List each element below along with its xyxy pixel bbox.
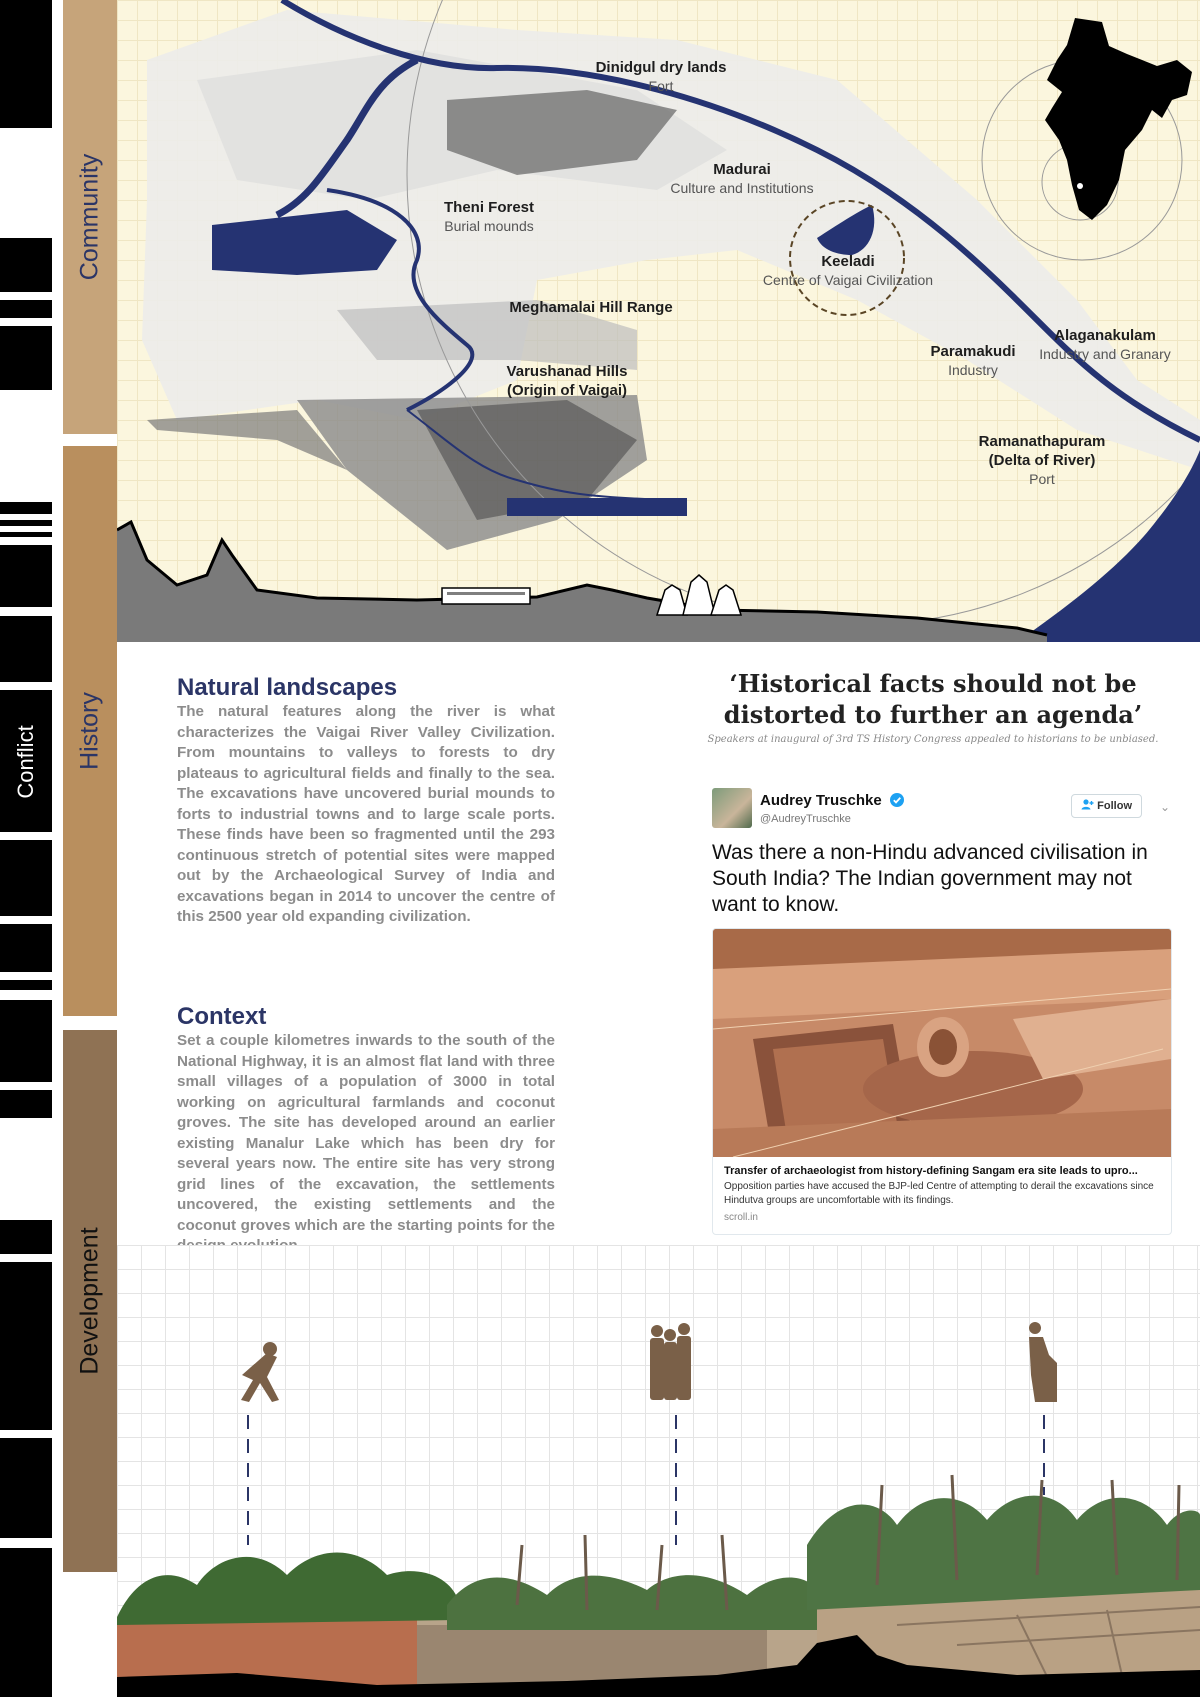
chevron-down-icon[interactable]: ⌄ xyxy=(1159,800,1170,814)
tweet-embed xyxy=(712,786,1170,1236)
tweet-author-handle[interactable]: @AudreyTruschke xyxy=(760,813,851,825)
vaigai-river-map xyxy=(117,0,1200,642)
tweet-author xyxy=(760,790,904,825)
tab-history[interactable] xyxy=(63,446,117,1016)
strip-label-conflict: Conflict xyxy=(13,725,38,799)
tab-development-label: Development xyxy=(75,1227,104,1375)
excavation-photo xyxy=(713,929,1171,1157)
avatar[interactable] xyxy=(712,788,752,828)
natural-landscapes-title: Natural landscapes xyxy=(177,674,398,701)
place-meghamalai: Meghamalai Hill Range xyxy=(509,299,673,316)
place-ramanathapuram: Ramanathapuram (Delta of River) Port xyxy=(978,433,1106,487)
card-domain: scroll.in xyxy=(724,1212,758,1223)
worker-figure xyxy=(1029,1322,1057,1402)
place-theni-forest: Theni Forest Burial mounds xyxy=(443,199,535,234)
card-title: Transfer of archaeologist from history-defining Sangam era site leads to upro... xyxy=(724,1165,1138,1177)
follow-button[interactable] xyxy=(1071,794,1142,818)
natural-landscapes-text: The natural features along the river is what characterizes the Vaigai River Valley Civilization. From mountains to valleys to forests to dry plateaus to agricultural fields and finally to the sea. The excavations have uncovered burial mounds to forts to industrial towns and to large scale ports. These finds have been so fragmented until the 293 continuous stretch of potential sites were mapped out by the Archaeological Survey of India and excavations began in 2014 to uncover the centre of this 2500 year old expanding civilization. xyxy=(177,703,555,925)
group-figure xyxy=(650,1323,691,1400)
tab-community[interactable] xyxy=(63,0,117,434)
place-alaganakulam: Alaganakulam Industry and Granary xyxy=(1039,327,1171,362)
context-title: Context xyxy=(177,1003,267,1030)
side-barcode-strip xyxy=(0,0,52,1697)
card-description: Opposition parties have accused the BJP-led Centre of attempting to derail the excavations since Hindutva groups are uncomfortable with its findings. xyxy=(724,1181,1154,1206)
follow-label: Follow xyxy=(1097,800,1132,812)
tab-history-label: History xyxy=(75,692,104,770)
site-panorama-section xyxy=(117,1245,1200,1697)
place-dindigul: Dinidgul dry lands Fort xyxy=(595,59,727,94)
quote-subline: Speakers at inaugural of 3rd TS History Congress appealed to historians to be unbiased. xyxy=(707,734,1159,745)
map-illustration xyxy=(117,0,1200,642)
farmer-figure xyxy=(241,1342,279,1402)
link-card[interactable] xyxy=(712,928,1172,1235)
natural-landscapes-section xyxy=(177,674,555,928)
place-madurai: Madurai Culture and Institutions xyxy=(670,161,814,196)
verified-badge-icon xyxy=(890,792,904,811)
context-section xyxy=(177,1003,555,1257)
add-user-icon xyxy=(1081,799,1094,813)
place-varushanad: Varushanad Hills (Origin of Vaigai) xyxy=(506,363,628,399)
tweet-text: Was there a non-Hindu advanced civilisation in South India? The Indian government may not want to know. xyxy=(712,841,1148,916)
quote-headline: ‘Historical facts should not be distorted to further an agenda’ xyxy=(723,669,1143,729)
site-panorama xyxy=(117,1245,1200,1697)
news-quote xyxy=(688,668,1178,745)
tab-development[interactable] xyxy=(63,1030,117,1572)
tab-community-label: Community xyxy=(75,153,104,281)
place-keeladi: Keeladi Centre of Vaigai Civilization xyxy=(762,253,934,288)
tweet-author-name[interactable]: Audrey Truschke xyxy=(760,792,882,809)
context-text: Set a couple kilometres inwards to the south of the National Highway, it is an almost flat land with three small villages of a population of 3000 in total working on agricultural farmlands and coconut groves. The site has developed around an earlier existing Manalur Lake which has been dry for several years now. The entire site has very strong grid lines of the excavation, the settlements uncovered, the existing settlements and the coconut groves which are the starting points for the xyxy=(177,1032,555,1234)
place-paramakudi: Paramakudi Industry xyxy=(930,343,1016,378)
